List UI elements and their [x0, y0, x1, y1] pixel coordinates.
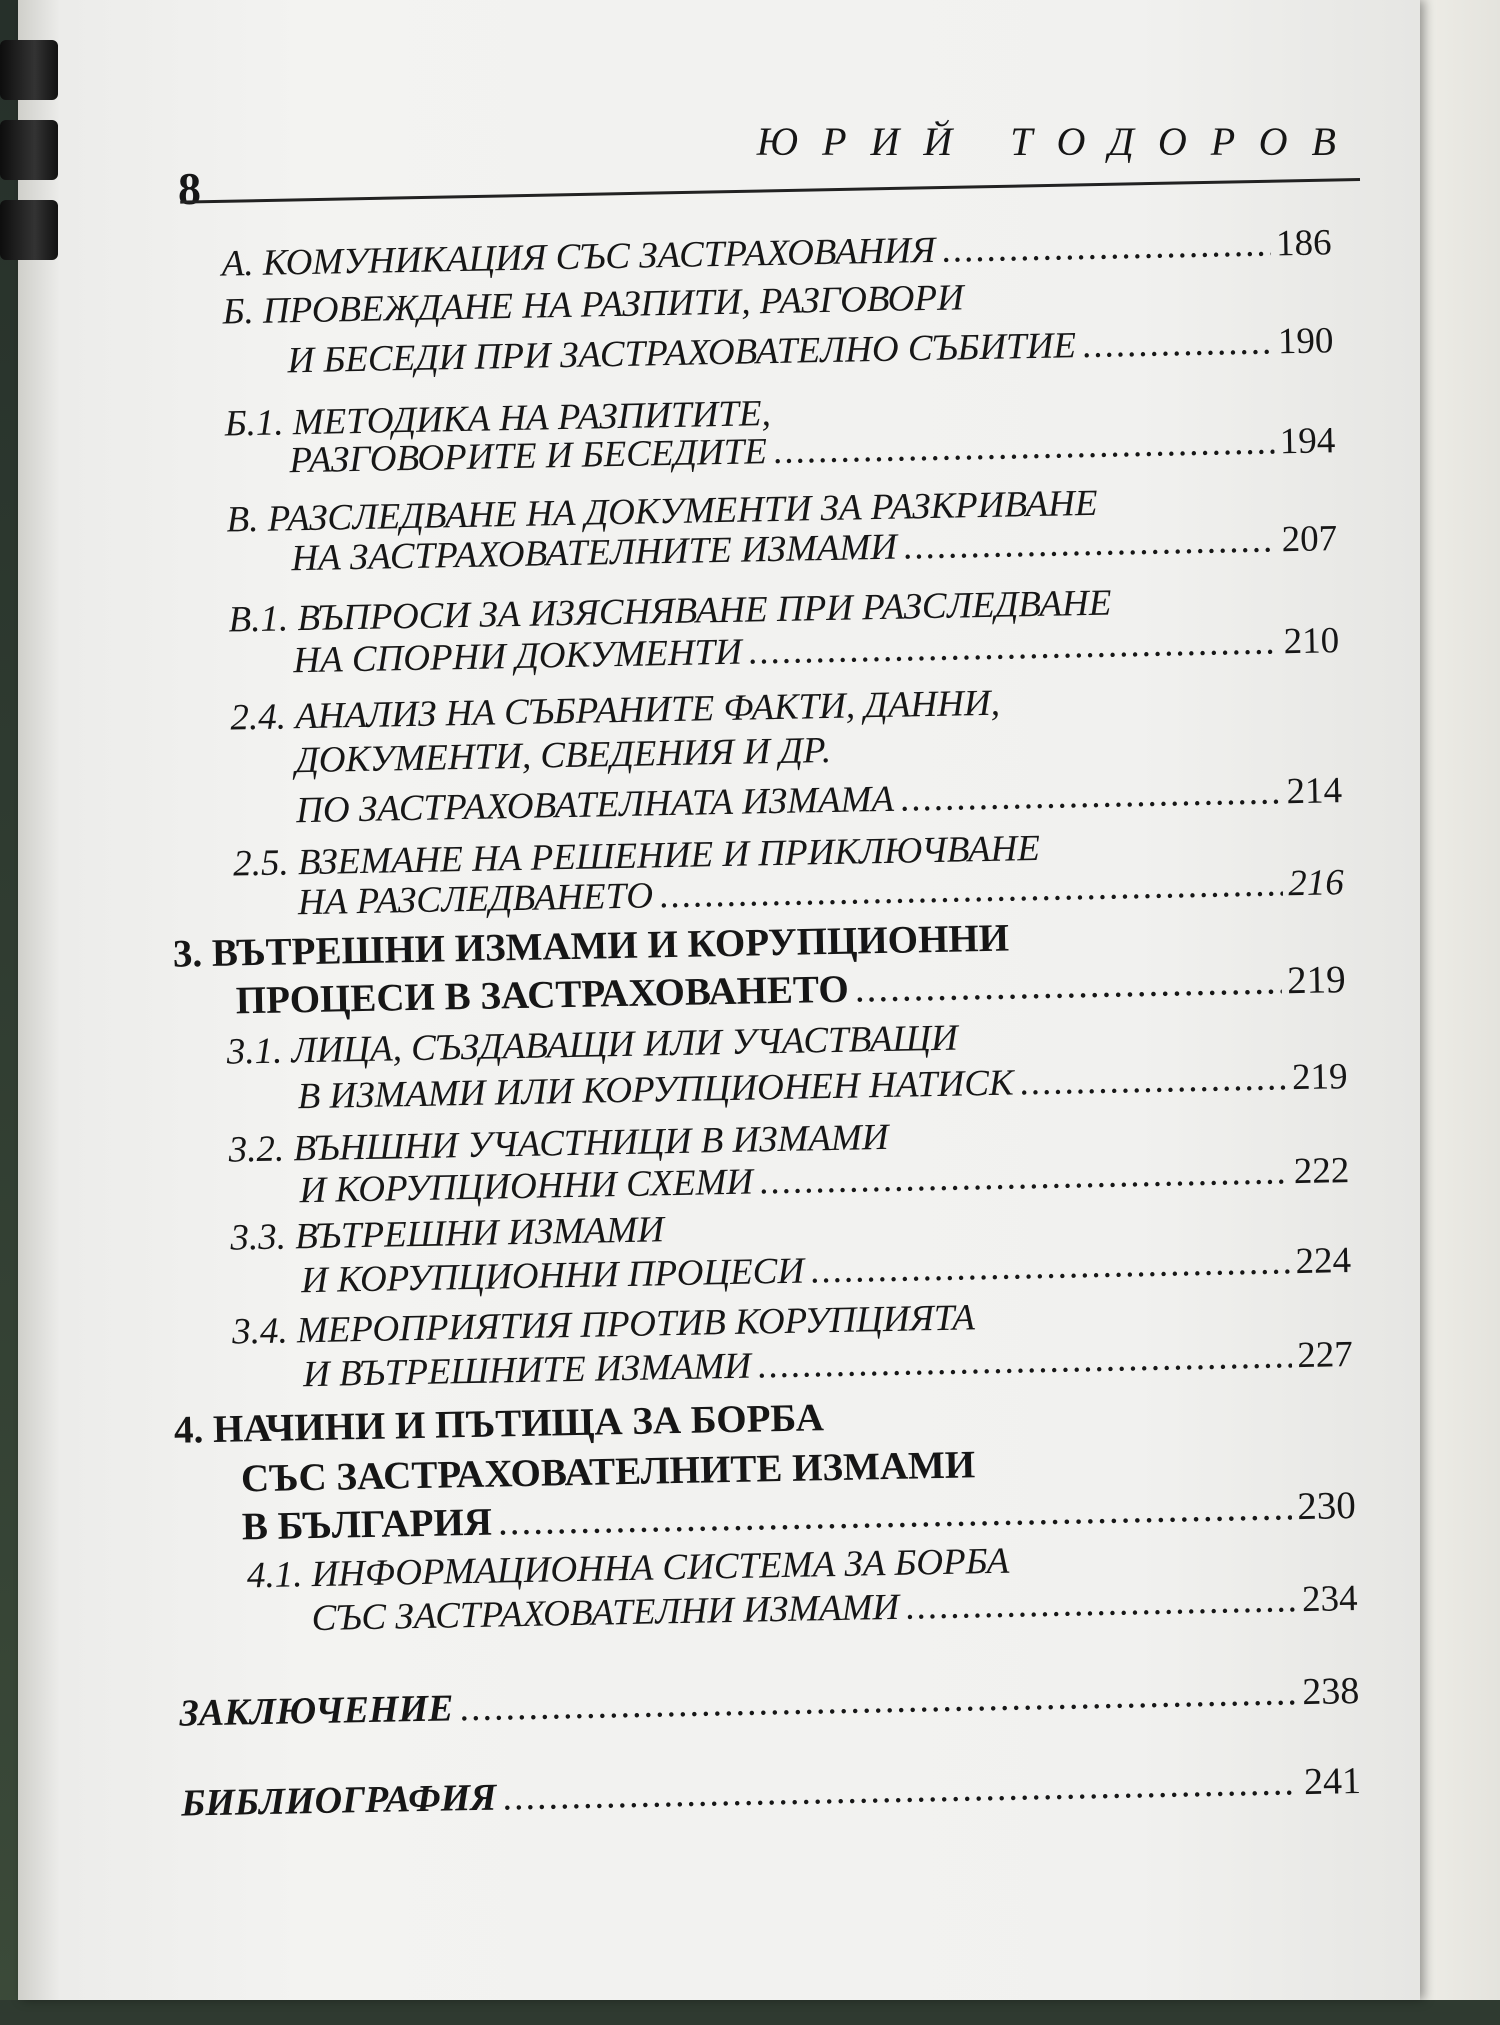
toc-page-number: 194	[1279, 420, 1336, 463]
toc-entry-title: А. КОМУНИКАЦИЯ СЪС ЗАСТРАХОВАНИЯ	[221, 229, 936, 285]
leader-dots	[903, 518, 1277, 568]
leader-dots	[941, 222, 1270, 271]
toc-entry-title: ЗАКЛЮЧЕНИЕ	[179, 1687, 454, 1735]
toc-entry-title-cont: И КОРУПЦИОННИ ПРОЦЕСИ	[300, 1250, 805, 1302]
toc-entry-title: 3.1. ЛИЦА, СЪЗДАВАЩИ ИЛИ УЧАСТВАЩИ	[226, 1017, 959, 1073]
toc-entry-title-cont: НА ЗАСТРАХОВАТЕЛНИТЕ ИЗМАМИ	[290, 526, 898, 580]
toc-entry-title-cont: ПО ЗАСТРАХОВАТЕЛНАТА ИЗМАМА	[295, 778, 895, 832]
toc-chapter-title-cont: СЪС ЗАСТРАХОВАТЕЛНИТЕ ИЗМАМИ	[240, 1443, 976, 1501]
toc-entry-title-cont: СЪС ЗАСТРАХОВАТЕЛНИ ИЗМАМИ	[311, 1586, 900, 1640]
leader-dots	[759, 1150, 1289, 1203]
leader-dots	[459, 1670, 1297, 1730]
toc-page-number: 207	[1281, 518, 1338, 561]
toc-entry-title: В. РАЗСЛЕДВАНЕ НА ДОКУМЕНТИ ЗА РАЗКРИВАНЕ	[226, 482, 1098, 541]
toc-entry-title: 3.3. ВЪТРЕШНИ ИЗМАМИ	[229, 1209, 665, 1259]
leader-dots	[772, 420, 1274, 473]
toc-page-number: 234	[1301, 1578, 1358, 1621]
toc-entry-title-cont: И ВЪТРЕШНИТЕ ИЗМАМИ	[302, 1345, 752, 1396]
toc-page-number: 216	[1287, 862, 1345, 905]
toc-entry[interactable]	[221, 221, 1332, 285]
leader-dots	[900, 770, 1281, 820]
toc-entry-title: БИБЛИОГРАФИЯ	[180, 1776, 497, 1825]
toc-chapter-title-cont: ПРОЦЕСИ В ЗАСТРАХОВАНЕТО	[235, 967, 850, 1023]
toc-entry-title-cont: ДОКУМЕНТИ, СВЕДЕНИЯ И ДР.	[294, 729, 832, 782]
toc-page-number: 219	[1291, 1056, 1348, 1099]
leader-dots	[1019, 1056, 1286, 1104]
toc-entry-title: Б.1. МЕТОДИКА НА РАЗПИТИТЕ,	[224, 393, 772, 445]
toc-page-number: 224	[1295, 1240, 1352, 1283]
toc-entry-title: 2.5. ВЗЕМАНЕ НА РЕШЕНИЕ И ПРИКЛЮЧВАНЕ	[232, 827, 1041, 885]
running-head: ЮРИЙ ТОДОРОВ	[756, 119, 1360, 164]
toc-end-entry[interactable]	[179, 1669, 1360, 1736]
toc-entry-title: 3.2. ВЪНШНИ УЧАСТНИЦИ В ИЗМАМИ	[228, 1116, 889, 1171]
toc-entry-title-cont: РАЗГОВОРИТЕ И БЕСЕДИТЕ	[289, 431, 768, 482]
leader-dots	[1082, 320, 1273, 367]
toc-page-number: 227	[1296, 1334, 1354, 1377]
toc-entry-title: 3.4. МЕРОПРИЯТИЯ ПРОТИВ КОРУПЦИЯТА	[231, 1297, 976, 1353]
toc-page-number: 238	[1301, 1669, 1360, 1714]
toc-page-number: 219	[1286, 958, 1347, 1003]
toc-entry-title-cont: В ИЗМАМИ ИЛИ КОРУПЦИОНЕН НАТИСК	[297, 1062, 1014, 1118]
leader-dots	[854, 958, 1281, 1011]
toc-entry-title-cont: НА СПОРНИ ДОКУМЕНТИ	[292, 631, 743, 682]
leader-dots	[905, 1578, 1297, 1628]
leader-dots	[502, 1760, 1298, 1819]
toc-page-number: 230	[1296, 1484, 1357, 1529]
toc-entry-title: В.1. ВЪПРОСИ ЗА ИЗЯСНЯВАНЕ ПРИ РАЗСЛЕДВАНЕ	[228, 582, 1112, 641]
toc-chapter-title: 3. ВЪТРЕШНИ ИЗМАМИ И КОРУПЦИОННИ	[172, 916, 1010, 976]
leader-dots	[747, 620, 1278, 673]
toc-end-entry[interactable]	[181, 1759, 1362, 1826]
page-number: 8	[178, 163, 201, 214]
toc-entry-title-cont: И КОРУПЦИОННИ СХЕМИ	[299, 1161, 754, 1212]
toc-page-number: 186	[1275, 222, 1332, 265]
toc-chapter-title-cont: В БЪЛГАРИЯ	[241, 1500, 493, 1549]
leader-dots	[757, 1334, 1292, 1387]
toc-page-number: 222	[1293, 1150, 1350, 1193]
toc-entry-title: 4.1. ИНФОРМАЦИОННА СИСТЕМА ЗА БОРБА	[246, 1540, 1010, 1597]
toc-chapter-title: 4. НАЧИНИ И ПЪТИЩА ЗА БОРБА	[173, 1396, 825, 1452]
toc-page-number: 190	[1277, 320, 1334, 363]
toc-entry-title-cont: НА РАЗСЛЕДВАНЕТО	[297, 875, 654, 924]
toc-page-number: 214	[1286, 770, 1343, 813]
toc-entry-title: 2.4. АНАЛИЗ НА СЪБРАНИТЕ ФАКТИ, ДАННИ,	[229, 682, 1001, 739]
leader-dots	[810, 1240, 1290, 1292]
toc-entry-title-cont: И БЕСЕДИ ПРИ ЗАСТРАХОВАТЕЛНО СЪБИТИЕ	[287, 325, 1077, 382]
toc-entry-title: Б. ПРОВЕЖДАНЕ НА РАЗПИТИ, РАЗГОВОРИ	[222, 277, 965, 333]
toc-page-number: 210	[1283, 620, 1340, 663]
toc-page-number: 241	[1303, 1759, 1362, 1804]
